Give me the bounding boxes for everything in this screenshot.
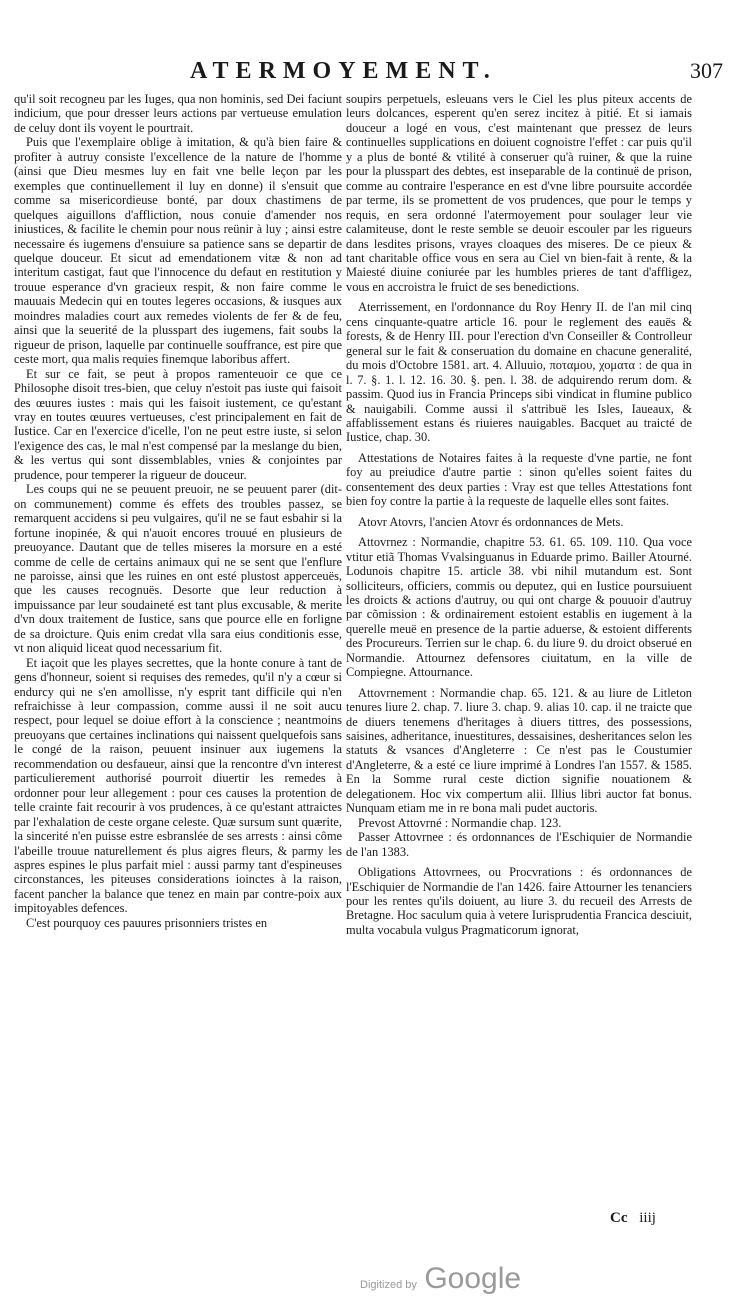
dictionary-entry: Atovr Atovrs, l'ancien Atovr és ordonnances de Mets. [358, 514, 624, 529]
paragraph: qu'il soit recogneu par les Iuges, qua non hominis, sed Dei faciunt indicium, que pour dresser leurs actions par vertueuse emulation de celuy dont ils voyent le pourtrait. [14, 92, 342, 135]
paragraph: Et sur ce fait, se peut à propos ramenteuoir ce que ce Philosophe disoit tres-bien, que celuy n'estoit pas iuste qui faisoit des œuures iustes : mais qui les faisoit iustement, ce qu'estant vray en toutes œuures vertueuses, c'est principalement en fait de Iustice. Car en l'exercice d'icelle, l'on ne peut estre iuste, si selon l'exigence des cas, le mal n'est compensé par la meslange du bien, & les vertus qui sont dissemblables, vnies & conjointes par prudence, pour temperer la rigueur de douceur. [14, 366, 342, 482]
digitization-watermark [360, 1262, 521, 1296]
left-column [14, 92, 342, 930]
dictionary-entry: Attestations de Notaires faites à la requeste d'vne partie, ne font foy au preiudice d'autre partie : sinon qu'elles soient faites du consentement des deux parties : Vray est que telles Attestations font bien foy contre la partie à la requeste de laquelle elles sont faites. [346, 450, 692, 509]
dictionary-entry: Prevost Attovrné : Normandie chap. 123. [358, 815, 562, 830]
catchword: Cc [610, 1210, 628, 1226]
paragraph: Les coups qui ne se peuuent preuoir, ne se peuuent parer (dit-on communement) comme és effets des troubles passez, se remarquent accidens si peu vulgaires, qu'il ne se faut esbahir si la fortune inopinée, & qui n'auoit encores trouué en plusieurs de preuoyance. Dautant que de telles miseres la morsure en a esté comme de celle de certains animaux qui ne se sent que l'enflure ne paroisse, ainsi que les ruines en ont esté plustost apperceuës, que les causes recognuës. Desorte que leur reduction à impuissance par leur soudaineté est tant plus excusable, & merite d'vn doux traitement de Iustice, sans que pource elle en forligne de sa droicture. Quis enim credat vlla sara eius conditionis esse, vt non aliquid liceat quod necessarium fit. [14, 482, 342, 656]
right-column [346, 92, 692, 937]
dictionary-entry: Attovrnez : Normandie, chapitre 53. 61. 65. 109. 110. Qua voce vtitur etiã Thomas Vvalsinguanus in Eduarde primo. Bailler Atourné. Lodunois chapitre 15. article 38. vbi nihil mutandum est. Sont solliciteurs, officiers, commis ou deputez, qui en Iustice poursuiuent les droicts & actions d'autruy, ou qui ont charge & pouuoir d'autruy par cõmission : & ordinairement estoient establis en iugement à la querelle meuë en presence de la partie aduerse, & estoient differents des Procureurs. Terrien sur le chap. 6. du liure 9. du droict obserué en Normandie. Attournez defensores ciuitatum, en la ville de Compiegne. Attournance. [346, 535, 692, 680]
catchword-signature [610, 1210, 656, 1227]
dictionary-entry: Passer Attovrnee : és ordonnances de l'Eschiquier de Normandie de l'an 1383. [346, 830, 692, 859]
watermark-prefix: Digitized by [360, 1279, 417, 1291]
paragraph: C'est pourquoy ces pauures prisonniers tristes en [26, 915, 268, 930]
paragraph: Et iaçoit que les playes secrettes, que la honte conure à tant de gens d'honneur, soient si requises des remedes, qu'il n'y a cœur si endurcy qui ne s'en amollisse, n'y esprit tant difficile qui n'en refraichisse à leur compassion, comme aussi il ne soit aucu respect, pour lequel se doiue effort à la conscience ; neantmoins preuoyans que certaines inclinations qui naissent quelquefois sans le congé de la raison, peuuent insinuer aux iugemens la recommendation ou desfaueur, ainsi que la rencontre d'vn interest particulierement authorisé pourroit diuertir les remedes à ordonner pour leur allegement : pour ces causes la protention de telle crainte fait recourir à vos prudences, à ce qu'estant attraictes par l'exhalation de ceste organe celeste. Quæ sursum sunt quærite, la sincerité n'en puisse estre esbranslée de ses arrests : ainsi côme l'abeille trouue naturellement és plus aigres fleurs, & parmy les aspres espines le plus parfait miel : aussi parmy tant d'espineuses circonstances, les piteuses considerations ioinctes à la raison, facent pancher la balance que tenez en main par contre-poix aux impitoyables defences. [14, 655, 342, 916]
dictionary-entry: Obligations Attovrnees, ou Procvrations : és ordonnances de l'Eschiquier de Normandie de l'an 1426. faire Attourner les tenanciers pour les rentes qu'ils doiuent, au liure 3. du recueil des Arrests de Bretagne. Hoc saculum quia à vetere Iurisprudentia Francica desciuit, multa vocabula vulgus Pragmaticorum ignorat, [346, 865, 692, 937]
paragraph: Puis que l'exemplaire oblige à imitation, & qu'à bien faire & profiter à autruy consiste l'excellence de la nature de l'homme (ainsi que Dieu mesmes luy en fait vne belle leçon par les exemples que continuellement il luy en donne) il s'ensuit que comme sa misericordieuse bonté, par doux chastimens de quelques aiguillons d'affliction, nous conuie d'amender nos iniustices, & facilite le chemin pour nous reünir à luy ; ainsi estre necessaire és iugemens d'ensuiure sa patience sans se departir de quelque douceur. Et sicut ad emendationem vitæ & non ad interitum castigat, faut que l'innocence du defaut en restitution y trouue esperance d'vn gracieux respit, & non faire comme le mauuais Medecin qui en toutes legeres occasions, & iusques aux moindres maladies court aux remedes violents de fer & de feu, ainsi que la seuerité de la plusspart des iugemens, fait soubs la rigueur de prison, laquelle par continuelle souffrance, est pire que ceste mort, qua malis requies finemque laboribus affert. [14, 135, 342, 367]
google-logo: Google [424, 1262, 522, 1295]
signature-mark: iiij [639, 1210, 656, 1226]
paragraph: soupirs perpetuels, esleuans vers le Ciel les plus piteux accents de leurs dolcances, esperent qu'en serez incitez à pitié. Et si iamais douceur a logé en vous, c'est maintenant que pressez de leurs continuelles supplications en doiuent cognoistre l'effet : car puis qu'il y a plus de bonté & vtilité à conseruer qu'à ruiner, & que la ruine pour la plusspart des debtes, est inseparable de la continuë de prison, comme au contraire l'esperance en est d'vne libre poursuite accordée par terme, ils se promettent de vos prudences, que pour le temps y requis, en sera ordonné l'atermoyement pour soulager leur vie calamiteuse, dont le reste semble se deuoir escouler par les rigueurs dans lesdites prisons, vrayes cloaques des miseres. De ce pieux & tant charitable office vous en sera au Ciel vn bien-fait à rente, & la Maiesté diuine coniurée par les humbles prieres de tant d'affligez, vous en accroistra le fruict de ses benedictions. [346, 92, 692, 294]
dictionary-entry: Attovrnement : Normandie chap. 65. 121. & au liure de Litleton tenures liure 2. chap. 7. liure 3. chap. 9. alias 10. cap. il ne traicte que de diuers tenemens d'heritages à diuers tittres, des possessions, saisines, adheritance, inuestitures, dessaisines, desheritances selon les statuts & vsances d'Angleterre : Ce n'est pas le Coustumier d'Angleterre, & a esté ce liure imprimé à Londres l'an 1557. & 1585. En la Somme rural ceste diction signifie nouationem & delegationem. Hoc vix compertum alii. Illius libri auctor fat bonus. Nunquam etiam me in re bona mali pudet auctoris. [346, 685, 692, 816]
running-title: ATERMOYEMENT. [190, 58, 497, 84]
page-number: 307 [690, 58, 723, 83]
dictionary-entry: Aterrissement, en l'ordonnance du Roy Henry II. de l'an mil cinq cens cinquante-quatre article 16. pour le reglement des eauës & forests, & de Henry III. pour l'erection d'vn Conseiller & Controlleur general sur le fait & conseruation du domaine en chacune generalité, du mois d'Octobre 1581. art. 4. Alluuio, ποταμου, χοματα : de qua in l. 7. §. 1. l. 12. 16. 30. §. pen. l. 38. de adquirendo rerum dom. & passim. Quod ius in Francia Princeps sibi vindicat in flumine publico & nauigabili. Comme aussi il s'attribuë les Isles, Iaueaux, & affablissement estans és riuieres nauigables. Bacquet au traicté de Iustice, chap. 30. [346, 300, 692, 445]
